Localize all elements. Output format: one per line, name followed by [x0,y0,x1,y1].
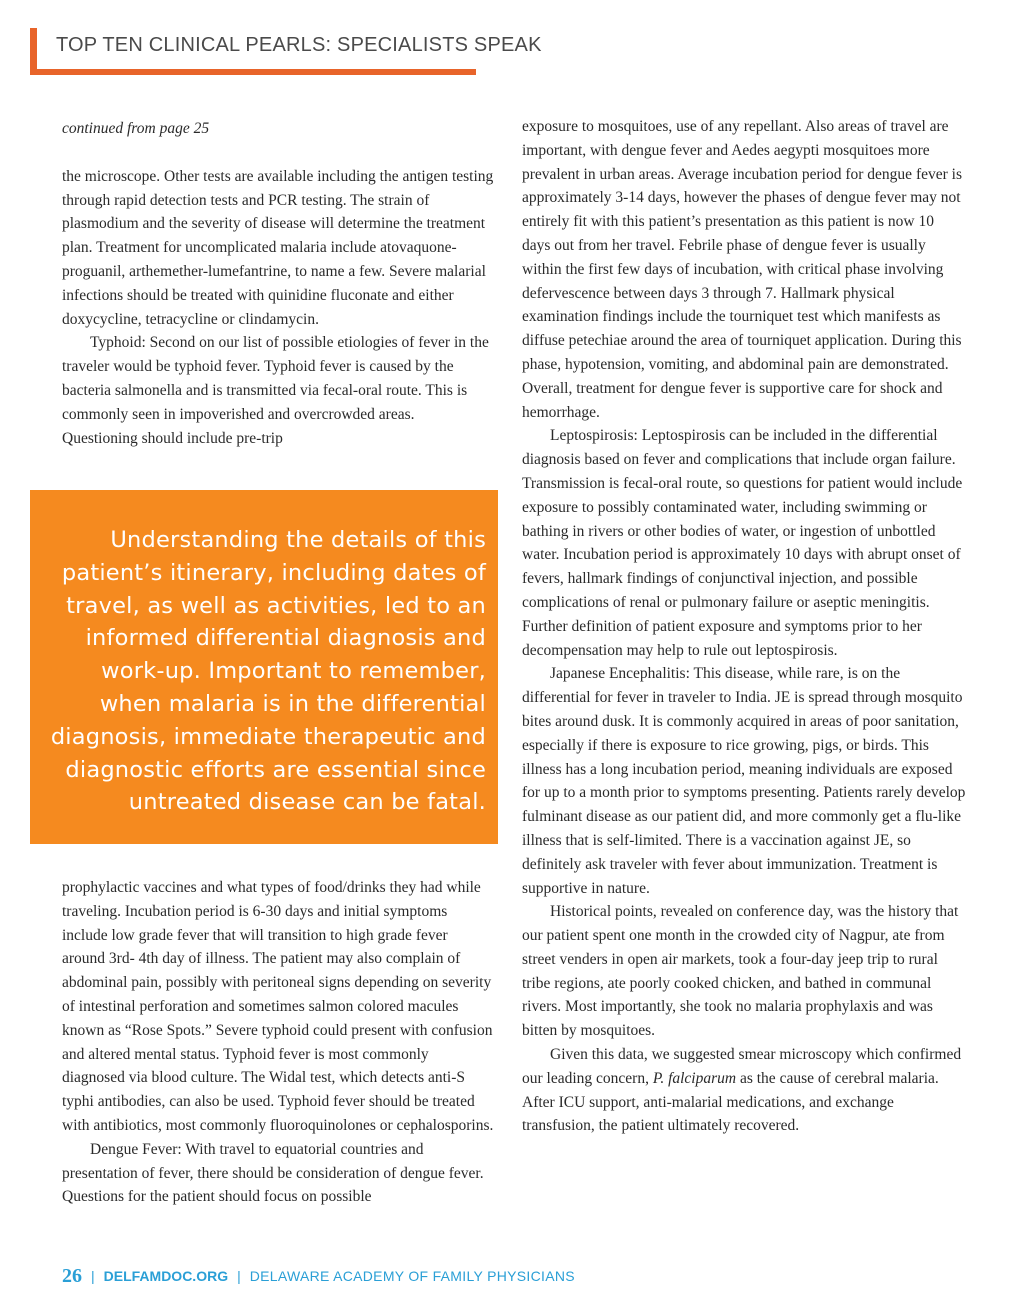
footer-organization: DELAWARE ACADEMY OF FAMILY PHYSICIANS [249,1268,575,1284]
footer-separator: | [237,1268,241,1284]
left-column-bottom [62,876,494,1209]
species-name: P. falciparum [652,1069,737,1087]
section-title: TOP TEN CLINICAL PEARLS: SPECIALISTS SPEAK [56,34,542,56]
header-underline [30,69,476,75]
left-column-top [62,117,494,450]
paragraph-historical-points: Historical points, revealed on conference day, was the history that our patient spent one month in the crowded city of Nagpur, ate from street venders in open air markets, took a four-day jeep trip to rural tribe regions, ate poorly cooked chicken, and bathed in communal rivers. Most importantly, she took no malaria prophylaxis and was bitten by mosquitoes. [522,903,959,1040]
conclusion-text-start: Given this data, we suggested smear microscopy which confirmed our leading concern, [522,1046,962,1087]
footer-separator: | [91,1268,95,1284]
paragraph-malaria-treatment: the microscope. Other tests are available including the antigen testing through rapid detection tests and PCR testing. The strain of plasmodium and the severity of disease will determine the treatment plan. Treatment for uncomplicated malaria include atovaquone-proguanil, arthemether-lumefantrine, to name a few. Severe malarial infections should be treated with quinidine fluconate and either doxycycline, tetracycline or clindamycin. [62,167,494,328]
pull-quote-text: Understanding the details of this patient’s itinerary, including dates of travel, as well as activities, led to an informed differential diagnosis and work-up. Important to remember, when malaria is in the differential diagnosis, immediate therapeutic and diagnostic efforts are essential since untreated disease can be fatal. [50,527,486,816]
page-footer [62,1265,575,1288]
paragraph-typhoid-details: prophylactic vaccines and what types of food/drinks they had while traveling. Incubation period is 6-30 days and initial symptoms include low grade fever that will transition to high grade fever around 3rd- 4th day of illness. The patient may also complain of abdominal pain, possibly with peritoneal signs depending on severity of intestinal perforation and sometimes salmon colored macules known as “Rose Spots.” Severe typhoid could present with confusion and altered mental status. Typhoid fever is most commonly diagnosed via blood culture. The Widal test, which detects anti-S typhi antibodies, can also be used. Typhoid fever should be treated with antibiotics, most commonly fluoroquinolones or cephalosporins. [62,879,494,1134]
paragraph-typhoid-intro: Typhoid: Second on our list of possible etiologies of fever in the traveler would be typhoid fever. Typhoid fever is caused by the bacteria salmonella and is transmitted via fecal-oral route. This is commonly seen in impoverished and overcrowded areas. Questioning should include pre-trip [62,334,489,447]
paragraph-leptospirosis: Leptospirosis: Leptospirosis can be included in the differential diagnosis based on fever and complications that include organ failure. Transmission is fecal-oral route, so questions for patient would include exposure to possibly contaminated water, including swimming or bathing in rivers or other bodies of water, or ingestion of unbottled water. Incubation period is approximately 10 days with abrupt onset of fevers, hallmark findings of conjunctival injection, and possible complications of renal or pulmonary failure or aseptic meningitis. Further definition of patient exposure and symptoms prior to her decompensation may help to rule out leptospirosis. [522,427,963,659]
paragraph-conclusion [522,1043,966,1138]
paragraph-japanese-encephalitis: Japanese Encephalitis: This disease, while rare, is on the differential for fever in traveler to India. JE is spread through mosquito bites around dusk. It is commonly acquired in areas of poor sanitation, especially if there is exposure to rice growing, pigs, or birds. This illness has a long incubation period, meaning individuals are exposed for up to a month prior to symptoms presenting. Patients rarely develop fulminant disease as our patient did, and more commonly get a flu-like illness that is self-limited. There is a vaccination against JE, so definitely ask traveler with fever about immunization. Treatment is supportive in nature. [522,665,966,897]
paragraph-dengue-intro: Dengue Fever: With travel to equatorial countries and presentation of fever, there should be consideration of dengue fever. Questions for the patient should focus on possible [62,1140,484,1206]
pull-quote-box [30,490,498,844]
continued-note: continued from page 25 [62,120,210,137]
right-column [522,115,966,1138]
header-accent-bar [30,28,37,74]
footer-site-link[interactable]: DELFAMDOC.ORG [103,1268,229,1284]
conclusion-text-end: as the cause of cerebral malaria. After ICU support, anti-malarial medications, and exchange transfusion, the patient ultimately recovered. [522,1069,939,1135]
paragraph-dengue-details: exposure to mosquitoes, use of any repellant. Also areas of travel are important, with dengue fever and Aedes aegypti mosquitoes more prevalent in urban areas. Average incubation period for dengue fever is approximately 3-14 days, however the phases of dengue fever may not entirely fit with this patient’s presentation as this patient is now 10 days out from her travel. Febrile phase of dengue fever is usually within the first few days of incubation, with critical phase involving defervescence between days 3 through 7. Hallmark physical examination findings include the tourniquet test which manifests as diffuse petechiae around the area of tourniquet application. During this phase, hypotension, vomiting, and abdominal pain are demonstrated. Overall, treatment for dengue fever is supportive care for shock and hemorrhage. [522,118,962,421]
page-number: 26 [62,1265,82,1287]
